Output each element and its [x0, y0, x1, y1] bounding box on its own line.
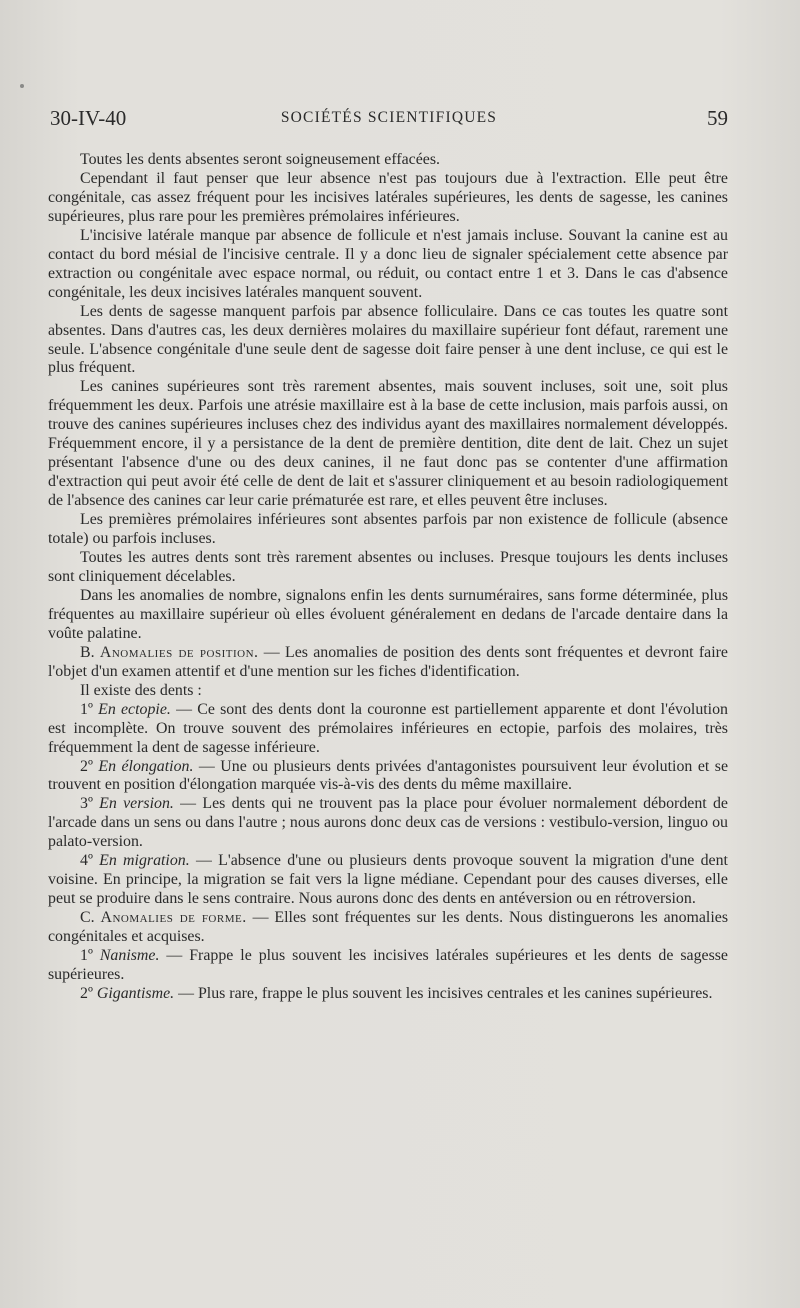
section-heading: Anomalies de position. — [99, 643, 259, 661]
section-b-paragraph: B. Anomalies de position. — Les anomalies de position des dents sont fréquentes et devront faire l'objet d'un examen attentif et d'une mention sur les fiches d'identification. — [48, 643, 728, 680]
list-item: 1º Nanisme. — Frappe le plus souvent les incisives latérales supérieures et les dents de sagesse supérieures. — [48, 947, 728, 983]
running-header — [50, 106, 728, 136]
list-item: 1º En ectopie. — Ce sont des dents dont la couronne est partiellement apparente et dont l'évolution est incomplète. On trouve souvent des prémolaires inférieures en ectopie, parfois des molaires, très fréquemment la dent de sagesse inférieure. — [48, 700, 728, 756]
item-heading: Nanisme. — [99, 947, 160, 965]
paragraph: Les premières prémolaires inférieures sont absentes parfois par non existence de follicule (absence totale) ou parfois incluses. — [48, 511, 728, 548]
list-item: 2º Gigantisme. — Plus rare, frappe le plus souvent les incisives centrales et les canines supérieures. — [80, 984, 713, 1002]
list-item: 2º En élongation. — Une ou plusieurs dents privées d'antagonistes poursuivent leur évolution et se trouvent en position d'élongation marquée vis-à-vis des dents du même maxillaire. — [48, 757, 728, 794]
paragraph: L'incisive latérale manque par absence de follicule et n'est jamais incluse. Souvant la canine est au contact du bord mésial de l'incisive centrale. Il y a donc lieu de signaler spécialement cette absence par extraction ou congénitale avec espace normal, ou réduit, ou contact entre 1 et 3. Dans le cas d'absence congénitale, les deux incisives latérales manquent souvent. — [48, 226, 728, 301]
section-c-paragraph: C. Anomalies de forme. — Elles sont fréquentes sur les dents. Nous distinguerons les anomalies congénitales et acquises. — [48, 909, 728, 946]
header-date: 30-IV-40 — [50, 106, 127, 130]
paragraph: Les dents de sagesse manquent parfois par absence folliculaire. Dans ce cas toutes les quatre sont absentes. Dans d'autres cas, les deux dernières molaires du maxillaire supérieur font défaut, rarement une seule. L'absence congénitale d'une seule dent de sagesse doit faire penser à une dent incluse, ce qui est le plus fréquent. — [48, 302, 728, 377]
item-heading: En élongation. — [98, 757, 194, 775]
paragraph: Il existe des dents : — [80, 681, 202, 699]
item-heading: Gigantisme. — [96, 984, 175, 1002]
paragraph: Les canines supérieures sont très rarement absentes, mais souvent incluses, soit une, soit plus fréquemment les deux. Parfois une atrésie maxillaire est à la base de cette inclusion, mais parfois aussi, on trouve des canines supérieures incluses chez des individus ayant des maxillaires normalement développés. Fréquemment encore, il y a persistance de la dent de première dentition, dite dent de lait. Chez un sujet présentant l'absence d'une ou des deux canines, il ne faut donc pas se contenter d'une affirmation d'extraction qui peut avoir été celle de dent de lait et s'assurer cliniquement et au besoin radiologiquement de l'absence des canines car leur carie prématurée est rare, et elles peuvent être incluses. — [48, 378, 728, 510]
section-heading: Anomalies de forme. — [100, 909, 247, 927]
list-item: 4º En migration. — L'absence d'une ou plusieurs dents provoque souvent la migration d'une dent voisine. En principe, la migration se fait vers la ligne médiane. Cependant pour des causes diverses, elle peut se produire dans le sens contraire. Nous aurons donc des dents en antéversion ou en rétroversion. — [48, 852, 728, 908]
list-item: 3º En version. — Les dents qui ne trouvent pas la place pour évoluer normalement débordent de l'arcade dans un sens ou dans l'autre ; nous aurons donc deux cas de versions : vestibulo-version, linguo ou palato-version. — [48, 795, 728, 851]
page-number: 59 — [707, 106, 728, 130]
item-heading: En version. — [99, 795, 174, 813]
item-heading: En migration. — [99, 852, 190, 870]
item-heading: En ectopie. — [98, 700, 171, 718]
header-title: SOCIÉTÉS SCIENTIFIQUES — [280, 109, 498, 126]
body-text — [48, 151, 728, 1004]
paragraph: Dans les anomalies de nombre, signalons enfin les dents surnuméraires, sans forme déterminée, plus fréquentes au maxillaire supérieur où elles évoluent généralement en dedans de l'arcade dentaire dans la voûte palatine. — [48, 586, 728, 642]
paragraph: Toutes les autres dents sont très rarement absentes ou incluses. Presque toujours les dents incluses sont cliniquement décelables. — [48, 549, 728, 585]
margin-speck — [20, 84, 24, 88]
paragraph: Cependant il faut penser que leur absence n'est pas toujours due à l'extraction. Elle peut être congénitale, cas assez fréquent pour les incisives latérales supérieures, les dents de sagesse, les canines supérieures, plus rare pour les premières prémolaires inférieures. — [48, 169, 728, 225]
paragraph: Toutes les dents absentes seront soigneusement effacées. — [80, 151, 440, 168]
